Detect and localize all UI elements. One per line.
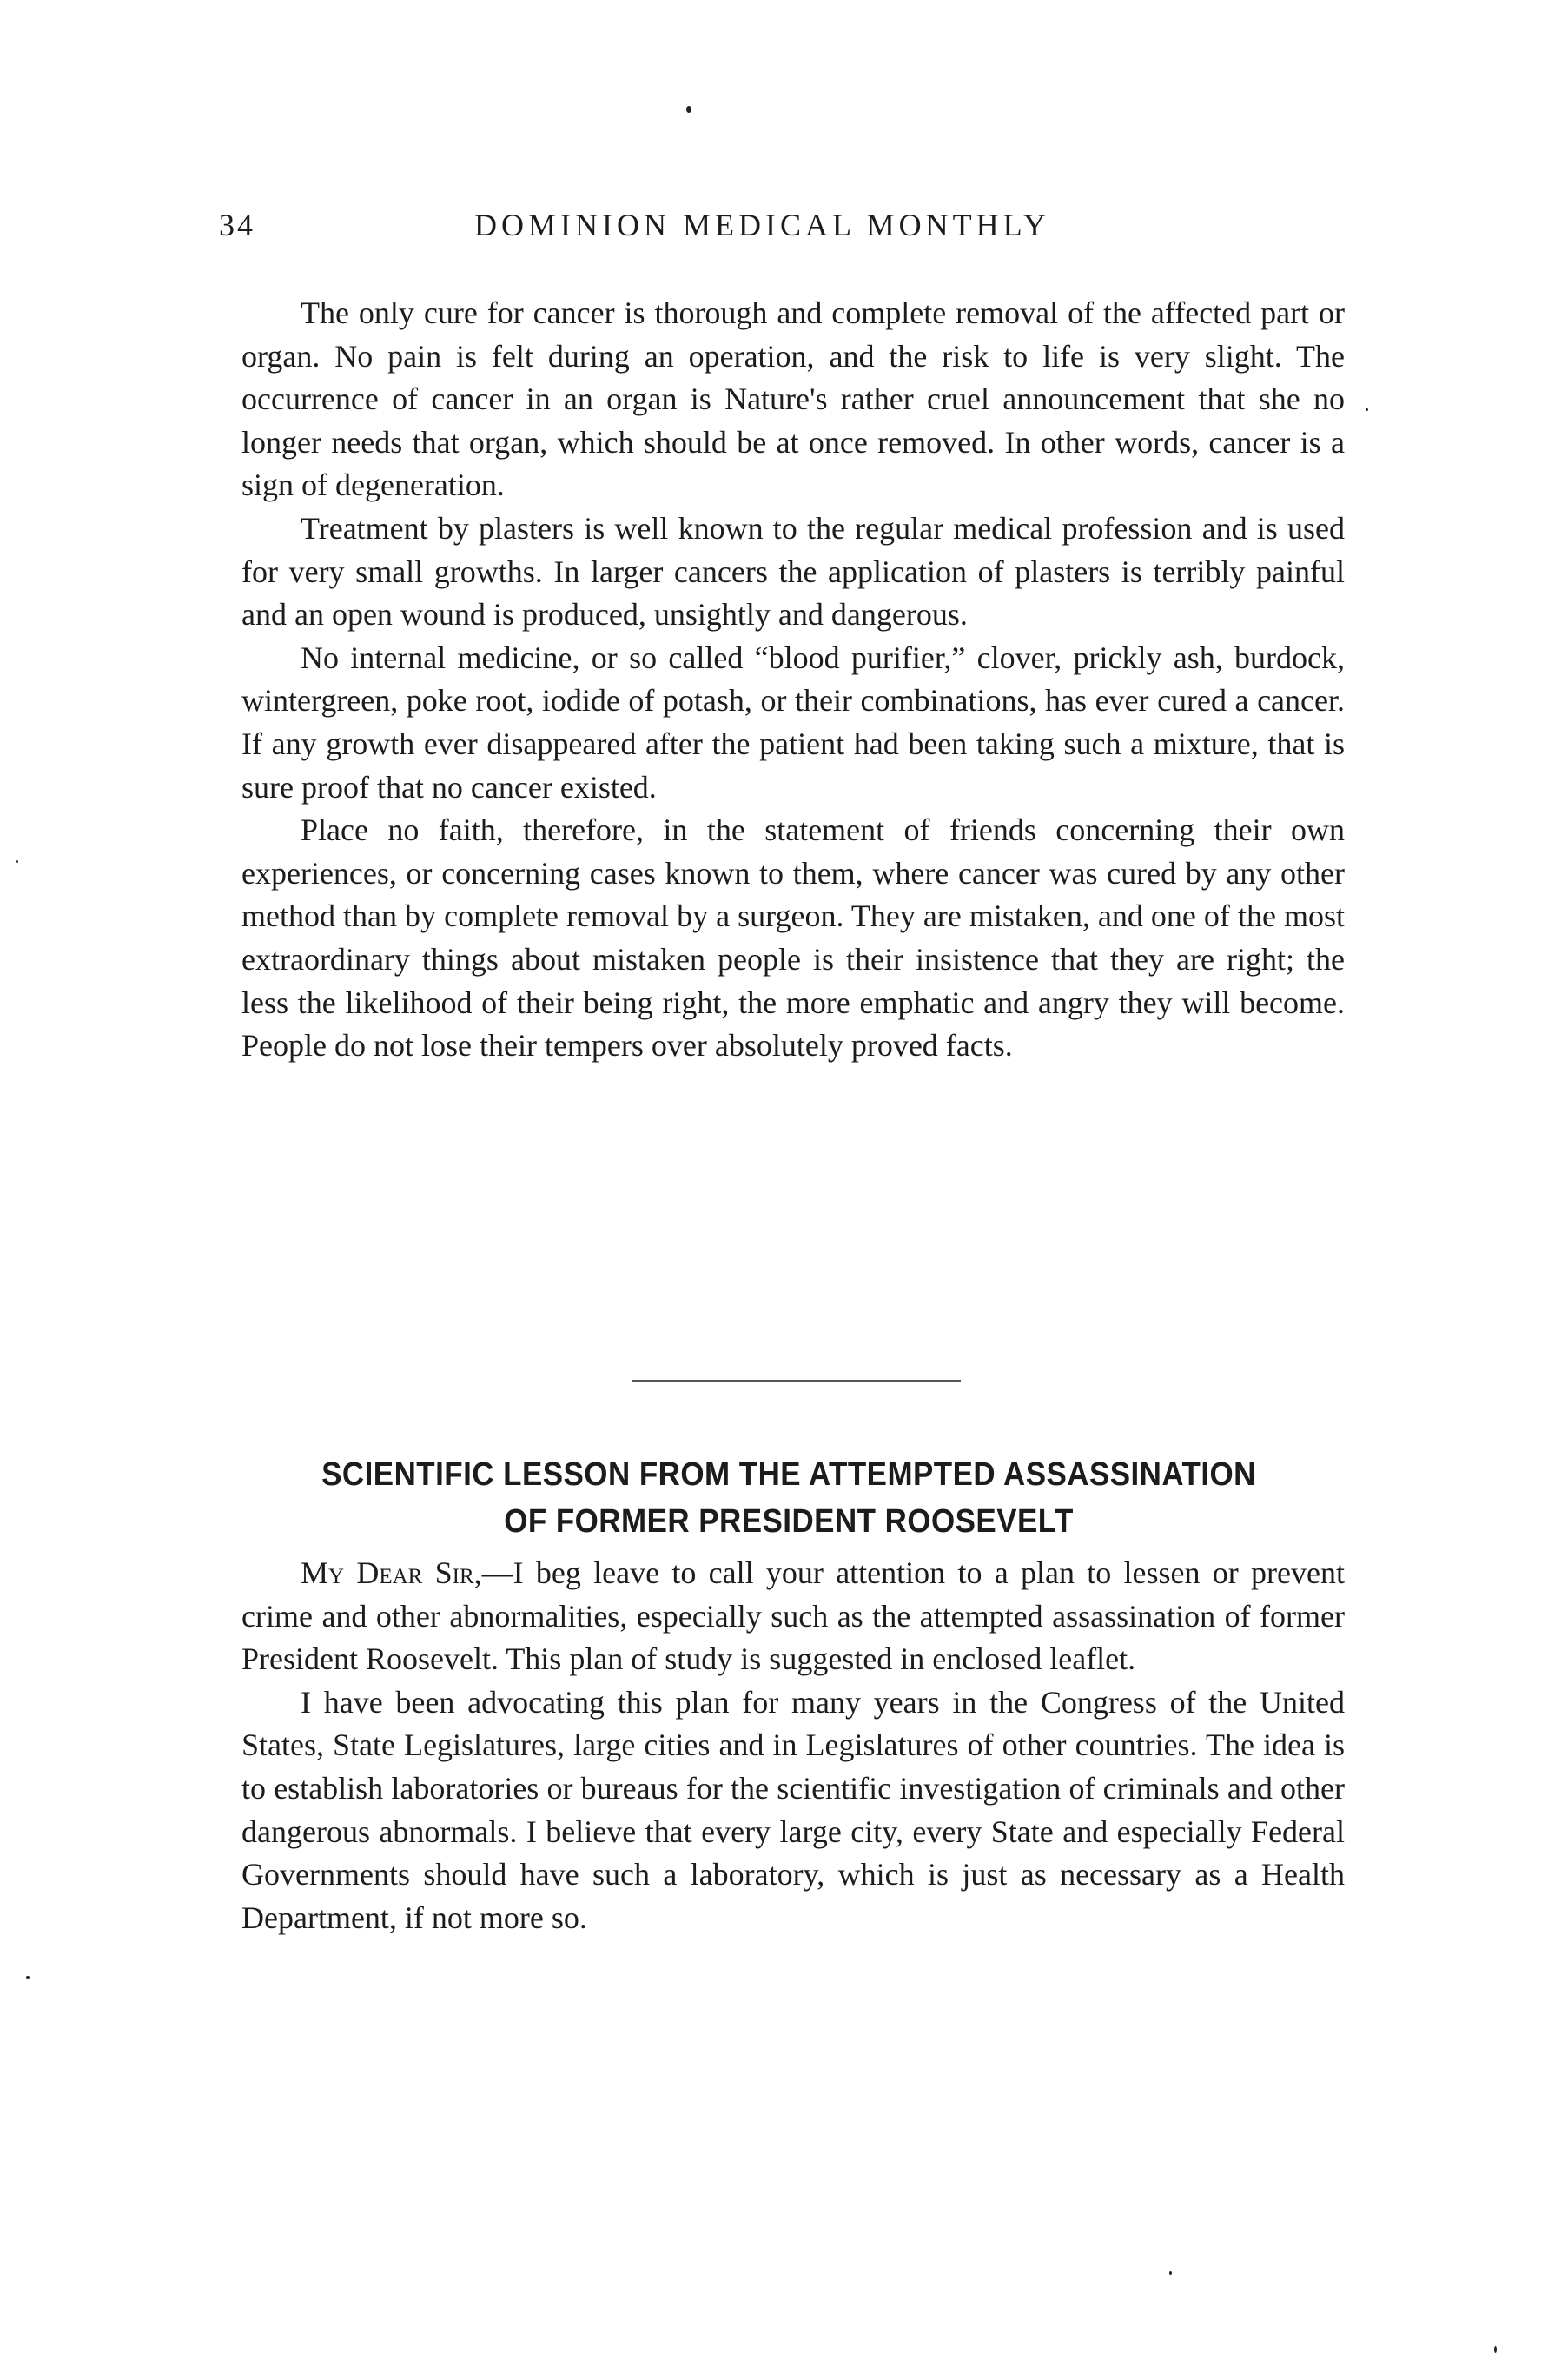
article-title: [269, 1451, 1308, 1545]
salutation: My Dear Sir,: [301, 1555, 482, 1590]
ink-speck: [1169, 2271, 1172, 2275]
ink-speck: [16, 860, 18, 863]
page-header: [219, 207, 1348, 259]
ink-speck: [1494, 2346, 1497, 2353]
page-number: 34: [219, 208, 255, 242]
paragraph: Treatment by plasters is well known to the regular medical profession and is used for very small growths. In larger cancers the application of plasters is terribly painful and an open wound is produced, unsightly and dangerous.: [241, 510, 1345, 633]
article-title-line-1: SCIENTIFIC LESSON FROM THE ATTEMPTED ASSASSINATION: [321, 1456, 1256, 1493]
running-head: DOMINION MEDICAL MONTHLY: [474, 208, 1051, 242]
article-title-line-2: OF FORMER PRESIDENT ROOSEVELT: [504, 1503, 1074, 1540]
paragraph: [241, 1552, 1345, 1681]
section-divider: [632, 1380, 961, 1382]
article-body: [241, 1552, 1345, 1939]
paragraph: Place no faith, therefore, in the statement of friends concerning their own experiences, or concerning cases known to them, where cancer was cured by any other method than by complete removal by a surgeon. They are mistaken, and one of the most extraordinary things about mistaken people is their insistence that they are right; the less the likelihood of their being right, the more emphatic and angry they will become. People do not lose their tempers over absolutely proved facts.: [241, 812, 1345, 1064]
ink-speck: [1366, 408, 1368, 411]
ink-speck: [26, 1976, 30, 1979]
paragraph: No internal medicine, or so called “blood purifier,” clover, prickly ash, burdock, wintergreen, poke root, iodide of potash, or their combinations, has ever cured a cancer. If any growth ever disappeared after the patient had been taking such a mixture, that is sure proof that no cancer existed.: [241, 640, 1345, 805]
paragraph: The only cure for cancer is thorough and complete removal of the affected part or organ. No pain is felt during an operation, and the risk to life is very slight. The occurrence of cancer in an organ is Nature's rather cruel announcement that she no longer needs that organ, which should be at once removed. In other words, cancer is a sign of degeneration.: [241, 295, 1345, 503]
paragraph: I have been advocating this plan for many years in the Congress of the United States, State Legislatures, large cities and in Legislatures of other countries. The idea is to establish laboratories or bureaus for the scientific investigation of criminals and other dangerous abnormals. I believe that every large city, every State and especially Federal Governments should have such a laboratory, which is just as necessary as a Health Department, if not more so.: [241, 1684, 1345, 1935]
ink-speck: [686, 106, 691, 113]
paragraph-text: —I beg leave to call your attention to a plan to lessen or prevent crime and other abnormalities, especially such as the attempted assassination of former President Roosevelt. This plan of study is suggested in enclosed leaflet.: [241, 1555, 1345, 1677]
cancer-section: [241, 292, 1345, 1068]
